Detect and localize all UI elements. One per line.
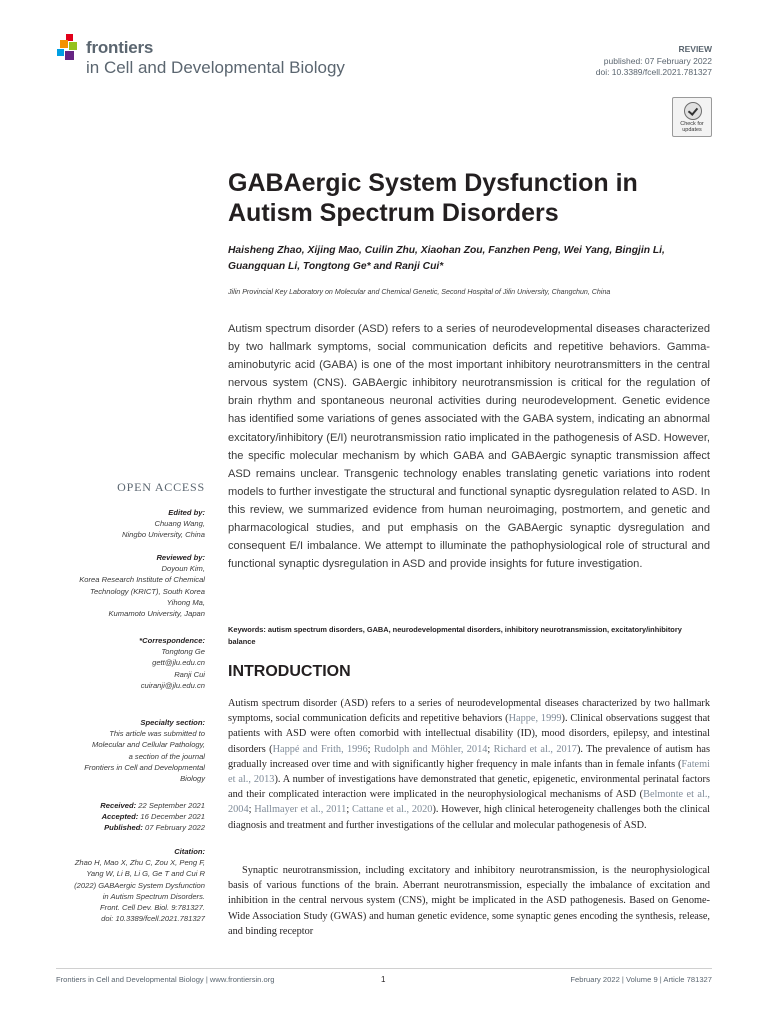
article-title: GABAergic System Dysfunction in Autism Spectrum Disorders: [228, 169, 638, 227]
edited-by-label: Edited by:: [168, 508, 205, 517]
citation-link[interactable]: Belmonte et al., 2004: [228, 789, 710, 816]
text-run: ;: [248, 804, 255, 816]
specialty-text: a section of the journal: [128, 751, 205, 761]
specialty-text: This article was submitted to: [109, 729, 205, 739]
citation-link[interactable]: Happe, 1999: [508, 713, 562, 725]
text-run: ). The prevalence of autism has gradually increased over time and with significantly higher frequency in male infants than in female infants (: [228, 743, 710, 770]
check-icon: [684, 102, 702, 120]
text-run: ). However, high clinical heterogeneity challenges both the clinical diagnosis and treatment and further investigations of the cellular and molecular pathogenesis of ASD.: [228, 804, 711, 831]
citation-link[interactable]: Cattane et al., 2020: [352, 804, 433, 816]
received-label: Received:: [100, 801, 137, 810]
specialty-text: Frontiers in Cell and Developmental: [84, 762, 205, 772]
text-run: ). Clinical observations suggest that patients with ASD were often comorbid with intellectual disability (ID), mood disorders, epilepsy, and intestinal disorders (: [228, 713, 710, 755]
check-badge-label: Check for updates: [680, 121, 704, 133]
page-number: 1: [381, 975, 386, 984]
citation-text: Front. Cell Dev. Biol. 9:781327.: [100, 903, 205, 913]
reviewer-name: Yihong Ma,: [166, 597, 205, 607]
intro-paragraph-1: [228, 696, 710, 833]
accepted-date: 16 December 2021: [140, 812, 205, 822]
open-access-label: OPEN ACCESS: [117, 480, 205, 494]
keywords: Keywords: autism spectrum disorders, GABA, neurodevelopmental disorders, inhibitory neurotransmission, excitatory/inhibitory balance: [228, 625, 682, 646]
citation-block: [74, 846, 205, 924]
editor-name: Chuang Wang,: [154, 519, 205, 529]
correspondence-block: [139, 635, 205, 691]
affiliation: Jilin Provincial Key Laboratory on Molecular and Chemical Genetic, Second Hospital of Jilin University, Changchun, China: [228, 288, 611, 296]
article-type: REVIEW: [678, 44, 712, 54]
citation-text: Yang W, Li B, Li G, Ge T and Cui R: [86, 869, 205, 879]
text-run: ). A number of investigations have demonstrated that genetic, epigenetic, environmental perinatal factors and their complicated interaction were implicated in the neurophysiological mechanisms of ASD (: [228, 774, 710, 801]
citation-text: (2022) GABAergic System Dysfunction: [74, 880, 205, 890]
specialty-text: Molecular and Cellular Pathology,: [92, 740, 205, 750]
reviewed-by-label: Reviewed by:: [156, 553, 205, 562]
correspondent-name: Tongtong Ge: [161, 647, 205, 657]
journal-name: in Cell and Developmental Biology: [86, 58, 345, 77]
text-run: ;: [346, 804, 353, 816]
edited-by-block: [122, 507, 205, 541]
citation-text: in Autism Spectrum Disorders.: [102, 891, 205, 901]
reviewer-affiliation: Korea Research Institute of Chemical: [79, 575, 205, 585]
frontiers-logo-icon: [57, 34, 83, 60]
author-list: Haisheng Zhao, Xijing Mao, Cuilin Zhu, Xiaohan Zou, Fanzhen Peng, Wei Yang, Bingjin Li, Guangquan Li, Tongtong Ge* and Ranji Cui*: [228, 245, 665, 272]
reviewed-by-block: [79, 552, 205, 619]
footer-journal-link[interactable]: Frontiers in Cell and Developmental Biology | www.frontiersin.org: [56, 975, 275, 984]
citation-doi[interactable]: doi: 10.3389/fcell.2021.781327: [101, 914, 205, 924]
abstract: Autism spectrum disorder (ASD) refers to a series of neurodevelopmental diseases characterized by two hallmark symptoms, social communication deficits and repetitive behaviors. Gamma-aminobutyric acid (GABA) is one of the most important inhibitory neurotransmitters in the central nervous system (CNS). GABAergic inhibitory neurotransmission is critical for the regulation of brain rhythm and spontaneous neuronal activities during neurodevelopment. Genetic evidence has identified some variations of genes associated with the GABA system, indicating an abnormal excitatory/inhibitory (E/I) neurotransmission ratio implicated in the pathogenesis of ASD. However, the specific molecular mechanism by which GABA and GABAergic synaptic transmission affect ASD remains unclear. Transgenic technology enables translating genetic variations into rodent models to further investigate the structural and functional synaptic dysregulation related to ASD. In this review, we summarized evidence from human neuroimaging, postmortem, and genetic and pharmacological studies, and put emphasis on the GABAergic synaptic dysregulation and consequent E/I imbalance. We attempt to illuminate the pathophysiological role of structural and functional synaptic dysregulation in ASD and provide insights for future investigation.: [228, 323, 710, 571]
citation-link[interactable]: Richard et al., 2017: [493, 743, 577, 755]
correspondent-email[interactable]: cuiranji@jlu.edu.cn: [140, 680, 205, 690]
specialty-label: Specialty section:: [140, 718, 205, 727]
text-run: ;: [367, 743, 374, 755]
citation-link[interactable]: Happé and Frith, 1996: [272, 743, 368, 755]
specialty-text: Biology: [180, 774, 205, 784]
citation-text: Zhao H, Mao X, Zhu C, Zou X, Peng F,: [74, 858, 205, 868]
received-date: 22 September 2021: [138, 801, 205, 810]
published-label: Published:: [104, 823, 143, 833]
citation-link[interactable]: Fatemi et al., 2013: [228, 758, 710, 786]
intro-paragraph-2: Synaptic neurotransmission, including excitatory and inhibitory neurotransmission, is the neurophysiological basis of various functions of the brain. Aberrant neurotransmission, especially the imbalance of excitation and inhibition in the central nervous system (CNS), might be implicated in the ASD pathogenesis. Based on Genome-Wide Association Study (GWAS) and human genetic evidence, some synaptic genes encoding the synthesis, release, and binding receptor: [228, 865, 710, 937]
citation-link[interactable]: Hallmayer et al., 2011: [254, 804, 347, 816]
correspondent-name: Ranji Cui: [174, 669, 205, 679]
text-run: Autism spectrum disorder (ASD) refers to a series of neurodevelopmental diseases characterized by two hallmark symptoms, social communication deficits and repetitive behaviors (: [228, 698, 710, 725]
brand-name: frontiers: [86, 38, 154, 57]
publication-meta: [596, 56, 712, 78]
published-date: published: 07 February 2022: [603, 56, 712, 66]
citation-label: Citation:: [174, 847, 205, 856]
reviewer-name: Doyoun Kim,: [161, 564, 205, 574]
reviewer-affiliation: Technology (KRICT), South Korea: [90, 586, 205, 596]
correspondence-label: *Correspondence:: [139, 636, 205, 645]
check-for-updates-badge[interactable]: [672, 97, 712, 137]
specialty-section-block: [84, 717, 205, 784]
footer-divider: [56, 968, 712, 969]
correspondent-email[interactable]: gett@jlu.edu.cn: [152, 658, 205, 668]
doi-link[interactable]: doi: 10.3389/fcell.2021.781327: [595, 67, 712, 77]
citation-link[interactable]: Rudolph and Möhler, 2014: [373, 743, 488, 755]
text-run: ;: [487, 743, 494, 755]
published-date-sidebar: 07 February 2022: [145, 823, 205, 833]
reviewer-affiliation: Kumamoto University, Japan: [108, 609, 205, 619]
accepted-label: Accepted:: [101, 812, 139, 822]
footer-volume-info: February 2022 | Volume 9 | Article 781327: [570, 975, 712, 984]
dates-block: [100, 800, 205, 834]
editor-affiliation: Ningbo University, China: [121, 530, 205, 540]
section-heading-introduction: INTRODUCTION: [228, 663, 351, 680]
